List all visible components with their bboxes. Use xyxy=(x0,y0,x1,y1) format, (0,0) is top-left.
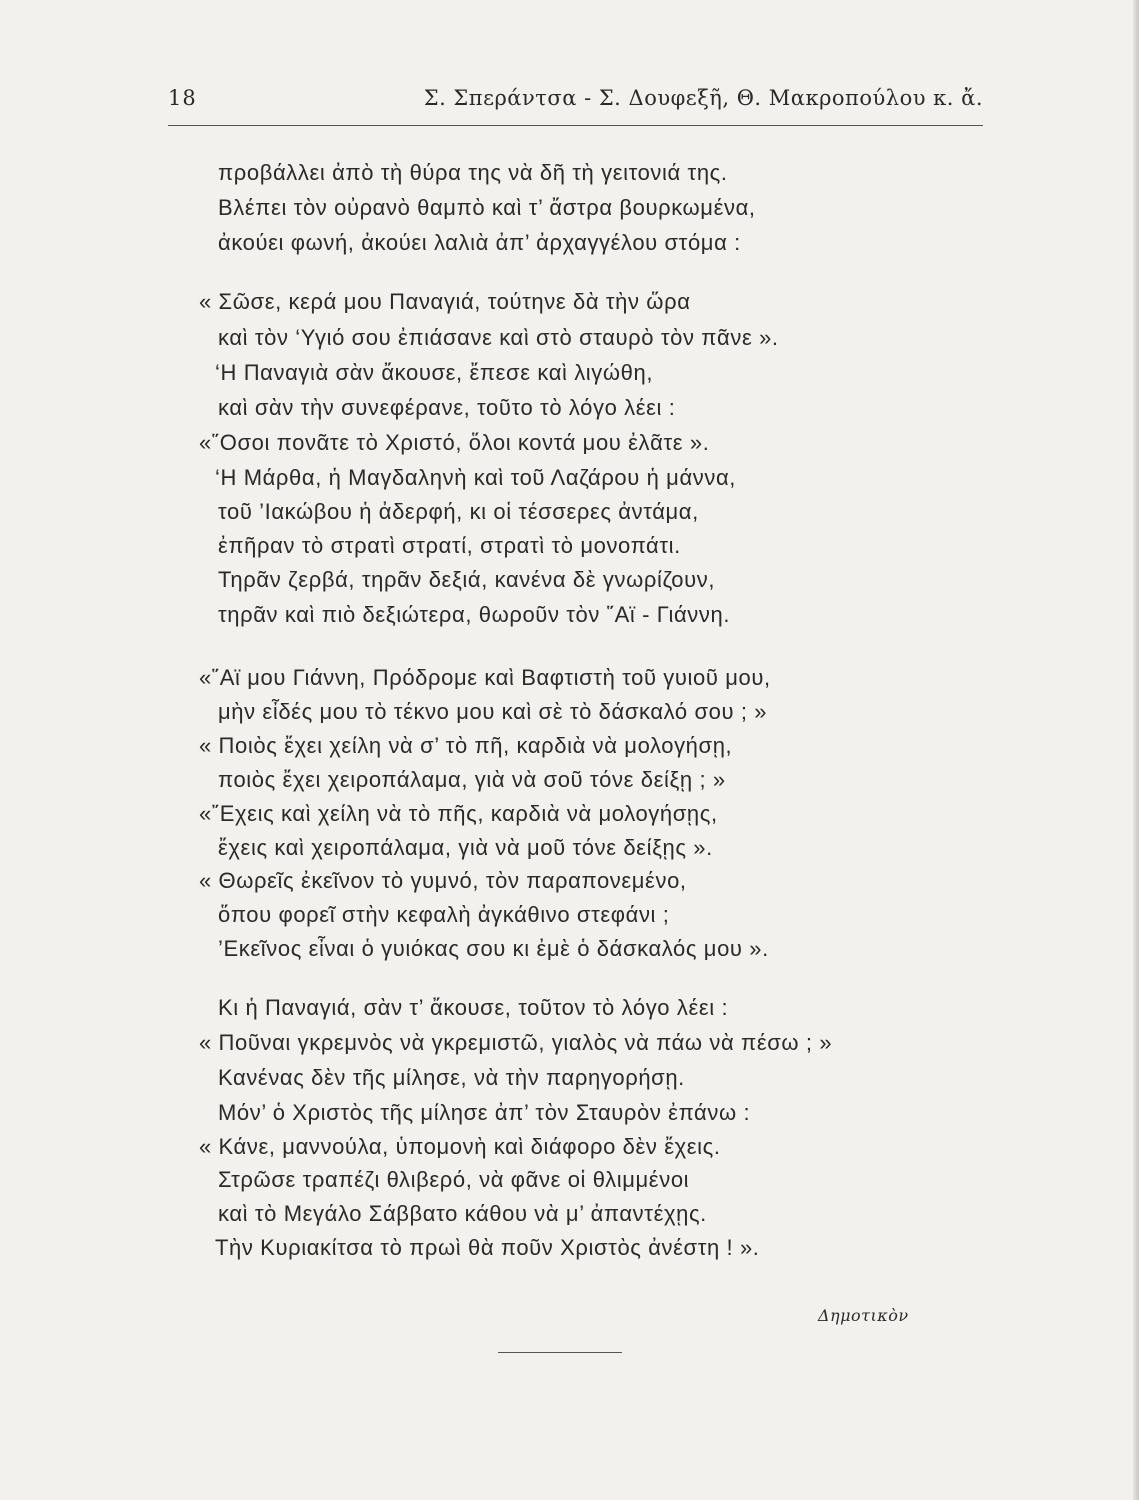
poem-line: Στρῶσε τραπέζι θλιβερό, νὰ φᾶνε οἱ θλιμμένοι xyxy=(218,1167,690,1192)
poem-line: ’Εκεῖνος εἶναι ὁ γυιόκας σου κι ἐμὲ ὁ δάσκαλός μου ». xyxy=(218,936,769,961)
poem-line: Μόν’ ὁ Χριστὸς τῆς μίλησε ἀπ’ τὸν Σταυρὸν ἐπάνω : xyxy=(218,1100,751,1125)
poem-line: « Κάνε, μαννούλα, ὑπομονὴ καὶ διάφορο δὲν ἔχεις. xyxy=(199,1134,721,1159)
page-header xyxy=(168,86,983,116)
poem-line: τοῦ ’Ιακώβου ἡ ἀδερφή, κι οἱ τέσσερες ἀντάμα, xyxy=(218,499,699,524)
poem-line: «῎Εχεις καὶ χείλη νὰ τὸ πῆς, καρδιὰ νὰ μολογήσῃς, xyxy=(199,801,718,826)
poem-line: ‘Η Μάρθα, ἡ Μαγδαληνὴ καὶ τοῦ Λαζάρου ἡ μάννα, xyxy=(215,465,736,490)
poem-line: « Σῶσε, κερά μου Παναγιά, τούτηνε δὰ τὴν ὥρα xyxy=(199,289,691,314)
source-attribution: Δημοτικὸν xyxy=(818,1306,909,1325)
poem-line: ποιὸς ἔχει χειροπάλαμα, γιὰ νὰ σοῦ τόνε δείξῃ ; » xyxy=(218,767,726,792)
poem-line: « Ποιὸς ἔχει χείλη νὰ σ’ τὸ πῆ, καρδιὰ νὰ μολογήσῃ, xyxy=(199,733,733,758)
poem-line: ἔχεις καὶ χειροπάλαμα, γιὰ νὰ μοῦ τόνε δείξῃς ». xyxy=(218,835,713,860)
poem-line: Βλέπει τὸν οὐρανὸ θαμπὸ καὶ τ’ ἄστρα βουρκωμένα, xyxy=(218,195,756,220)
poem-line: « Θωρεῖς ἐκεῖνον τὸ γυμνό, τὸν παραπονεμένο, xyxy=(199,868,687,893)
poem-line: Τηρᾶν ζερβά, τηρᾶν δεξιά, κανένα δὲ γνωρίζουν, xyxy=(218,567,716,592)
poem-line: καὶ τὸν ‘Υγιό σου ἐπιάσανε καὶ στὸ σταυρὸ τὸν πᾶνε ». xyxy=(218,325,779,350)
page-edge xyxy=(1133,0,1139,1500)
page-number: 18 xyxy=(168,86,197,110)
poem-line: «῞Αϊ μου Γιάννη, Πρόδρομε καὶ Βαφτιστὴ τοῦ γυιοῦ μου, xyxy=(199,665,771,690)
poem-line: προβάλλει ἀπὸ τὴ θύρα της νὰ δῆ τὴ γειτονιά της. xyxy=(218,160,728,185)
poem-line: «῞Οσοι πονᾶτε τὸ Χριστό, ὅλοι κοντά μου ἐλᾶτε ». xyxy=(199,430,710,455)
header-rule xyxy=(168,125,983,126)
poem-line: ὅπου φορεῖ στὴν κεφαλὴ ἀγκάθινο στεφάνι ; xyxy=(218,902,670,927)
poem-line: « Ποῦναι γκρεμνὸς νὰ γκρεμιστῶ, γιαλὸς νὰ πάω νὰ πέσω ; » xyxy=(199,1030,833,1055)
poem-line: καὶ σὰν τὴν συνεφέρανε, τοῦτο τὸ λόγο λέει : xyxy=(218,395,676,420)
poem-line: Κι ἡ Παναγιά, σὰν τ’ ἄκουσε, τοῦτον τὸ λόγο λέει : xyxy=(218,995,729,1020)
poem-line: ‘Η Παναγιὰ σὰν ἄκουσε, ἔπεσε καὶ λιγώθη, xyxy=(215,360,654,385)
poem-line: καὶ τὸ Μεγάλο Σάββατο κάθου νὰ μ’ ἀπαντέχῃς. xyxy=(218,1201,707,1226)
poem-line: Τὴν Κυριακίτσα τὸ πρωὶ θὰ ποῦν Χριστὸς ἀνέστη ! ». xyxy=(215,1235,760,1260)
poem-line: Κανένας δὲν τῆς μίλησε, νὰ τὴν παρηγορήσῃ. xyxy=(218,1065,685,1090)
poem-line: μὴν εἶδές μου τὸ τέκνο μου καὶ σὲ τὸ δάσκαλό σου ; » xyxy=(218,699,768,724)
poem-line: τηρᾶν καὶ πιὸ δεξιώτερα, θωροῦν τὸν ῞Αϊ - Γιάννη. xyxy=(218,602,731,627)
poem-line: ἀκούει φωνή, ἀκούει λαλιὰ ἀπ’ ἀρχαγγέλου στόμα : xyxy=(218,230,741,255)
poem-line: ἐπῆραν τὸ στρατὶ στρατί, στρατὶ τὸ μονοπάτι. xyxy=(218,533,681,558)
end-rule xyxy=(498,1352,622,1353)
running-title: Σ. Σπεράντσα - Σ. Δουφεξῆ, Θ. Μακροπούλου κ. ἄ. xyxy=(423,86,983,110)
